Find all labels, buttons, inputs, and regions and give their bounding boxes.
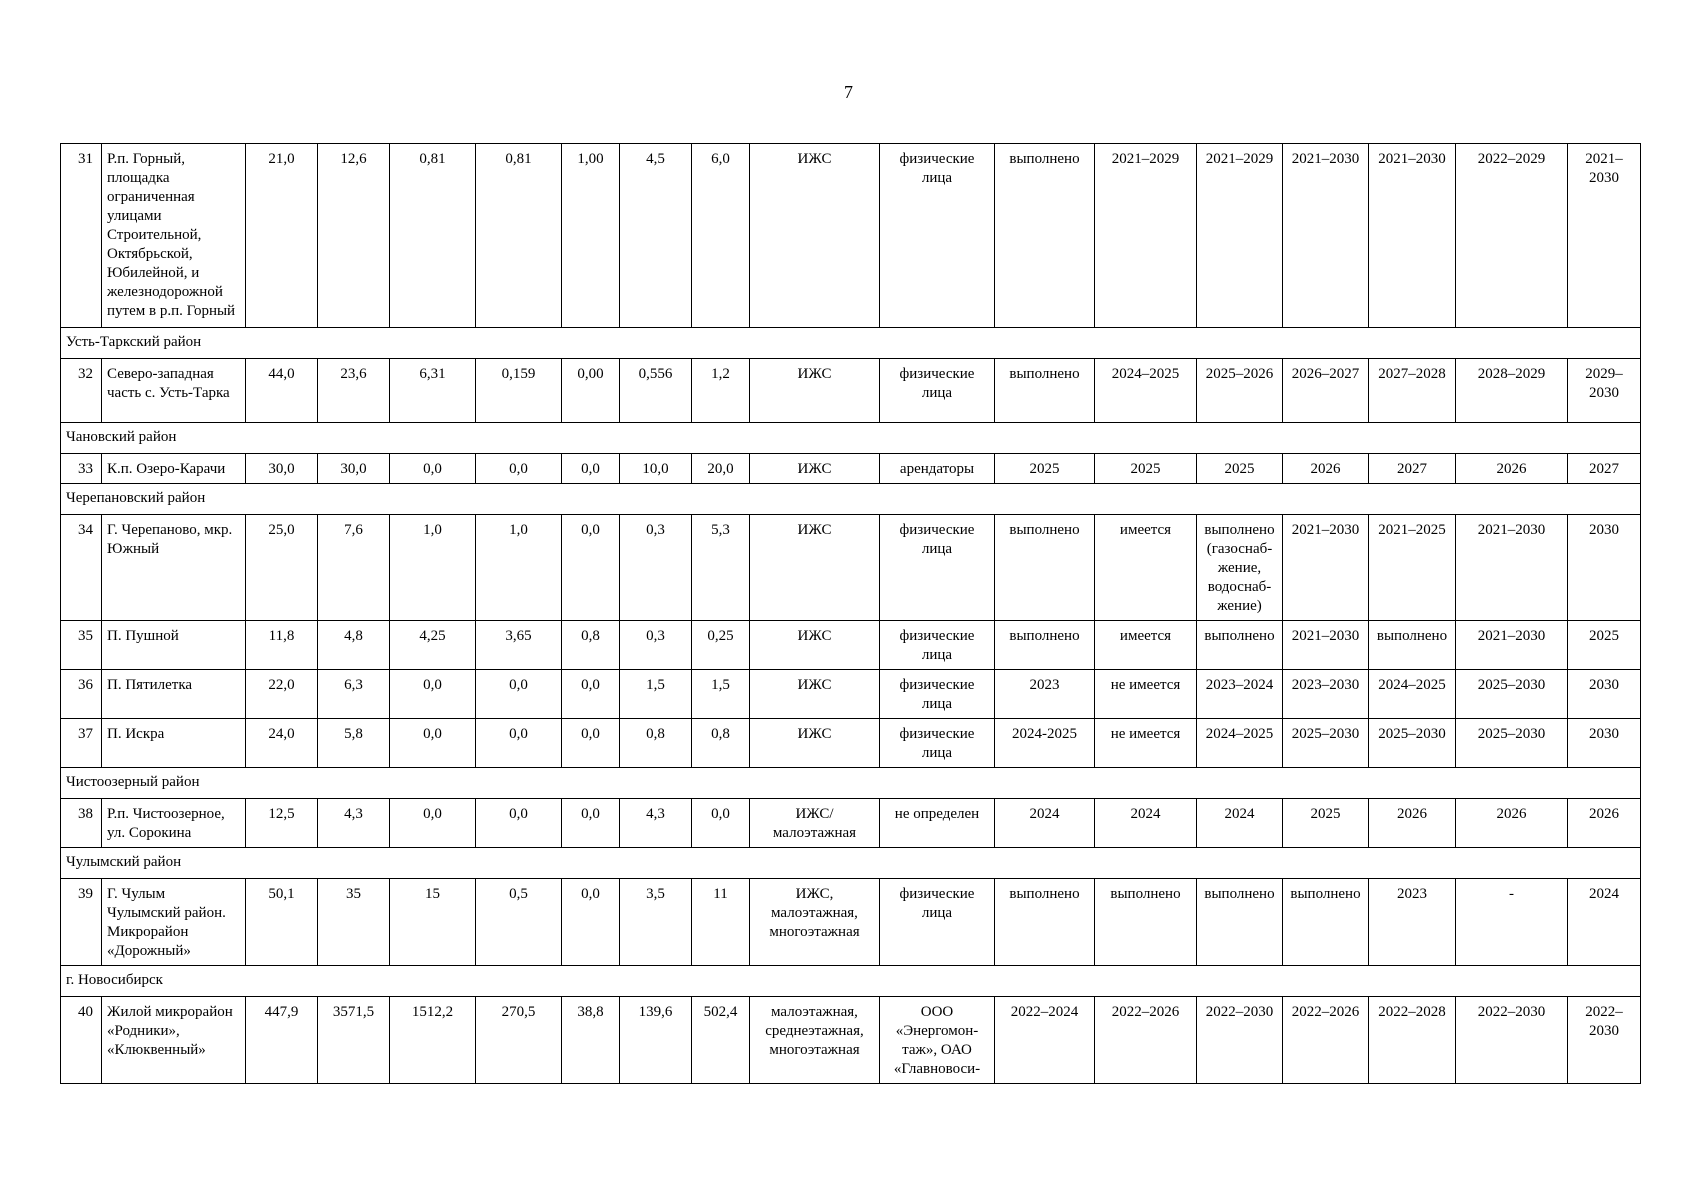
table-cell: физические лица — [880, 144, 995, 328]
table-cell: 0,0 — [562, 799, 620, 848]
table-cell: не имеется — [1095, 719, 1197, 768]
site-name: Г. Черепаново, мкр. Южный — [102, 515, 246, 621]
region-name: Чулымский район — [61, 848, 1641, 879]
table-cell: 270,5 — [476, 997, 562, 1084]
table-cell: 15 — [390, 879, 476, 966]
table-cell: 1,5 — [692, 670, 750, 719]
table-cell: 447,9 — [246, 997, 318, 1084]
table-cell: 2021–2030 — [1456, 515, 1568, 621]
table-cell: 0,0 — [390, 719, 476, 768]
region-row — [61, 423, 1641, 454]
table-cell: 2024–2025 — [1197, 719, 1283, 768]
table-cell: физические лица — [880, 879, 995, 966]
row-number: 38 — [61, 799, 102, 848]
table-cell: выполнено — [995, 515, 1095, 621]
table-cell: не имеется — [1095, 670, 1197, 719]
table-cell: 0,0 — [562, 670, 620, 719]
table-cell: выполнено — [1197, 621, 1283, 670]
table-cell: 5,8 — [318, 719, 390, 768]
table-cell: 0,25 — [692, 621, 750, 670]
table-cell: 0,8 — [562, 621, 620, 670]
table-cell: 0,0 — [562, 454, 620, 484]
table-cell: 2030 — [1568, 719, 1641, 768]
table-cell: 502,4 — [692, 997, 750, 1084]
table-cell: 2027 — [1369, 454, 1456, 484]
table-row — [61, 144, 1641, 328]
table-cell: 3,65 — [476, 621, 562, 670]
table-cell: 2025 — [1197, 454, 1283, 484]
table-row — [61, 515, 1641, 621]
table-cell: 0,0 — [476, 454, 562, 484]
table-cell: выполнено — [1369, 621, 1456, 670]
table-cell: 44,0 — [246, 359, 318, 423]
table-cell: 0,0 — [562, 515, 620, 621]
table-cell: физические лица — [880, 621, 995, 670]
table-cell: 2025 — [1283, 799, 1369, 848]
development-plan-table — [60, 143, 1641, 1084]
table-cell: 139,6 — [620, 997, 692, 1084]
table-cell: 2021–2030 — [1283, 515, 1369, 621]
table-cell: 21,0 — [246, 144, 318, 328]
table-cell: 0,0 — [476, 670, 562, 719]
table-cell: 0,0 — [562, 719, 620, 768]
table-cell: 2022–2026 — [1095, 997, 1197, 1084]
table-cell: 2024–2025 — [1369, 670, 1456, 719]
table-cell: имеется — [1095, 515, 1197, 621]
table-cell: 0,8 — [620, 719, 692, 768]
table-cell: ИЖС — [750, 670, 880, 719]
row-number: 40 — [61, 997, 102, 1084]
site-name: К.п. Озеро-Карачи — [102, 454, 246, 484]
region-row — [61, 328, 1641, 359]
table-cell: 2024–2025 — [1095, 359, 1197, 423]
table-cell: 2025–2030 — [1369, 719, 1456, 768]
table-cell: ИЖС — [750, 359, 880, 423]
row-number: 31 — [61, 144, 102, 328]
table-cell: ИЖС — [750, 719, 880, 768]
table-cell: 22,0 — [246, 670, 318, 719]
table-cell: 2025–2026 — [1197, 359, 1283, 423]
site-name: Г. Чулым Чулымский район. Микрорайон «Дорожный» — [102, 879, 246, 966]
region-name: Усть-Таркский район — [61, 328, 1641, 359]
table-cell: 10,0 — [620, 454, 692, 484]
table-cell: физические лица — [880, 359, 995, 423]
table-cell: 2022–2029 — [1456, 144, 1568, 328]
table-cell: выполнено — [1095, 879, 1197, 966]
table-cell: 2027–2028 — [1369, 359, 1456, 423]
table-cell: 1,00 — [562, 144, 620, 328]
table-cell: 3,5 — [620, 879, 692, 966]
row-number: 39 — [61, 879, 102, 966]
table-cell: 50,1 — [246, 879, 318, 966]
row-number: 36 — [61, 670, 102, 719]
table-cell: 25,0 — [246, 515, 318, 621]
table-cell: 20,0 — [692, 454, 750, 484]
table-cell: 0,8 — [692, 719, 750, 768]
table-cell: 2021–2030 — [1283, 144, 1369, 328]
site-name: П. Пушной — [102, 621, 246, 670]
table-cell: 2026 — [1568, 799, 1641, 848]
table-cell: 1512,2 — [390, 997, 476, 1084]
table-cell: 2021–2025 — [1369, 515, 1456, 621]
region-name: г. Новосибирск — [61, 966, 1641, 997]
table-cell: 30,0 — [246, 454, 318, 484]
table-cell: 2025 — [1095, 454, 1197, 484]
table-cell: 2026 — [1283, 454, 1369, 484]
table-cell: 2024 — [995, 799, 1095, 848]
site-name: П. Искра — [102, 719, 246, 768]
site-name: Р.п. Чистоозерное, ул. Сорокина — [102, 799, 246, 848]
table-cell: 2021–2030 — [1568, 144, 1641, 328]
table-cell: 4,25 — [390, 621, 476, 670]
table-cell: 2022–2030 — [1568, 997, 1641, 1084]
table-cell: 2026 — [1456, 799, 1568, 848]
table-cell: 6,0 — [692, 144, 750, 328]
row-number: 35 — [61, 621, 102, 670]
table-cell: 6,31 — [390, 359, 476, 423]
row-number: 37 — [61, 719, 102, 768]
table-cell: 7,6 — [318, 515, 390, 621]
table-cell: арендаторы — [880, 454, 995, 484]
table-cell: 2022–2030 — [1456, 997, 1568, 1084]
table-cell: выполнено — [995, 359, 1095, 423]
table-cell: 2021–2029 — [1095, 144, 1197, 328]
table-cell: 2026 — [1369, 799, 1456, 848]
table-cell: 4,3 — [620, 799, 692, 848]
table-cell: 2030 — [1568, 515, 1641, 621]
table-cell: 4,3 — [318, 799, 390, 848]
region-row — [61, 768, 1641, 799]
row-number: 34 — [61, 515, 102, 621]
table-cell: имеется — [1095, 621, 1197, 670]
table-cell: 2028–2029 — [1456, 359, 1568, 423]
table-cell: 12,5 — [246, 799, 318, 848]
table-cell: 2022–2026 — [1283, 997, 1369, 1084]
table-cell: ИЖС/ малоэтажная — [750, 799, 880, 848]
table-cell: 1,5 — [620, 670, 692, 719]
table-cell: 2023 — [995, 670, 1095, 719]
table-cell: выполнено — [995, 144, 1095, 328]
table-row — [61, 359, 1641, 423]
region-row — [61, 484, 1641, 515]
table-cell: 0,556 — [620, 359, 692, 423]
table-cell: 0,159 — [476, 359, 562, 423]
site-name: Северо-западная часть с. Усть-Тарка — [102, 359, 246, 423]
table-cell: 38,8 — [562, 997, 620, 1084]
table-cell: 6,3 — [318, 670, 390, 719]
table-cell: 2022–2030 — [1197, 997, 1283, 1084]
table-cell: не определен — [880, 799, 995, 848]
table-cell: 2026–2027 — [1283, 359, 1369, 423]
table-cell: 30,0 — [318, 454, 390, 484]
table-cell: 4,5 — [620, 144, 692, 328]
table-cell: 12,6 — [318, 144, 390, 328]
table-cell: 2025–2030 — [1456, 670, 1568, 719]
table-cell: выполнено — [1283, 879, 1369, 966]
page-number: 7 — [844, 82, 853, 102]
table-cell: 0,81 — [476, 144, 562, 328]
table-cell: 0,0 — [390, 799, 476, 848]
table-cell: малоэтажная, среднеэтажная, многоэтажная — [750, 997, 880, 1084]
site-name: Р.п. Горный, площадка ограниченная улицами Строительной, Октябрьской, Юбилейной, и железнодорожной путем в р.п. Горный — [102, 144, 246, 328]
table-cell: 2024 — [1568, 879, 1641, 966]
table-cell: 2025–2030 — [1456, 719, 1568, 768]
table-cell: физические лица — [880, 719, 995, 768]
table-cell: ИЖС — [750, 621, 880, 670]
table-row — [61, 997, 1641, 1084]
row-number: 32 — [61, 359, 102, 423]
table-cell: 0,00 — [562, 359, 620, 423]
table-row — [61, 879, 1641, 966]
table-cell: 0,3 — [620, 515, 692, 621]
table-cell: - — [1456, 879, 1568, 966]
table-cell: ИЖС — [750, 515, 880, 621]
table-cell: ИЖС — [750, 454, 880, 484]
table-cell: выполнено (газоснаб-жение, водоснаб-жение) — [1197, 515, 1283, 621]
table-cell: 2024 — [1197, 799, 1283, 848]
table-row — [61, 799, 1641, 848]
table-cell: 0,0 — [390, 670, 476, 719]
table-cell: ИЖС, малоэтажная, многоэтажная — [750, 879, 880, 966]
table-cell: 23,6 — [318, 359, 390, 423]
table-cell: 1,2 — [692, 359, 750, 423]
table-cell: 1,0 — [476, 515, 562, 621]
table-cell: 2023–2030 — [1283, 670, 1369, 719]
table-body — [61, 144, 1641, 1084]
table-cell: выполнено — [995, 621, 1095, 670]
table-row — [61, 621, 1641, 670]
table-row — [61, 454, 1641, 484]
table-cell: 4,8 — [318, 621, 390, 670]
table-cell: 3571,5 — [318, 997, 390, 1084]
table-cell: 2021–2030 — [1456, 621, 1568, 670]
table-cell: 0,81 — [390, 144, 476, 328]
table-cell: 0,3 — [620, 621, 692, 670]
table-cell: 2024 — [1095, 799, 1197, 848]
table-cell: 2030 — [1568, 670, 1641, 719]
table-cell: 1,0 — [390, 515, 476, 621]
table-cell: 2023–2024 — [1197, 670, 1283, 719]
table-cell: 2022–2024 — [995, 997, 1095, 1084]
region-name: Черепановский район — [61, 484, 1641, 515]
table-cell: 2021–2030 — [1283, 621, 1369, 670]
table-cell: 0,5 — [476, 879, 562, 966]
table-row — [61, 719, 1641, 768]
table-cell: 2022–2028 — [1369, 997, 1456, 1084]
region-row — [61, 848, 1641, 879]
row-number: 33 — [61, 454, 102, 484]
region-row — [61, 966, 1641, 997]
table-cell: 2025 — [1568, 621, 1641, 670]
table-cell: 24,0 — [246, 719, 318, 768]
table-cell: 0,0 — [390, 454, 476, 484]
table-cell: физические лица — [880, 670, 995, 719]
table-cell: 2024-2025 — [995, 719, 1095, 768]
table-cell: выполнено — [1197, 879, 1283, 966]
table-cell: 11 — [692, 879, 750, 966]
table-cell: физические лица — [880, 515, 995, 621]
table-cell: 0,0 — [476, 799, 562, 848]
table-cell: выполнено — [995, 879, 1095, 966]
table-cell: 2025–2030 — [1283, 719, 1369, 768]
table-cell: 2023 — [1369, 879, 1456, 966]
table-cell: 5,3 — [692, 515, 750, 621]
table-cell: 0,0 — [562, 879, 620, 966]
table-cell: 0,0 — [476, 719, 562, 768]
site-name: Жилой микрорайон «Родники», «Клюквенный» — [102, 997, 246, 1084]
table-cell: 0,0 — [692, 799, 750, 848]
table-cell: 2021–2029 — [1197, 144, 1283, 328]
table-cell: 11,8 — [246, 621, 318, 670]
site-name: П. Пятилетка — [102, 670, 246, 719]
table-row — [61, 670, 1641, 719]
table-cell: 2027 — [1568, 454, 1641, 484]
table-cell: 2021–2030 — [1369, 144, 1456, 328]
table-cell: ИЖС — [750, 144, 880, 328]
table-cell: 2026 — [1456, 454, 1568, 484]
region-name: Чановский район — [61, 423, 1641, 454]
table-cell: 2029–2030 — [1568, 359, 1641, 423]
region-name: Чистоозерный район — [61, 768, 1641, 799]
table-cell: ООО «Энергомон-таж», ОАО «Главновоси- — [880, 997, 995, 1084]
table-cell: 2025 — [995, 454, 1095, 484]
table-cell: 35 — [318, 879, 390, 966]
